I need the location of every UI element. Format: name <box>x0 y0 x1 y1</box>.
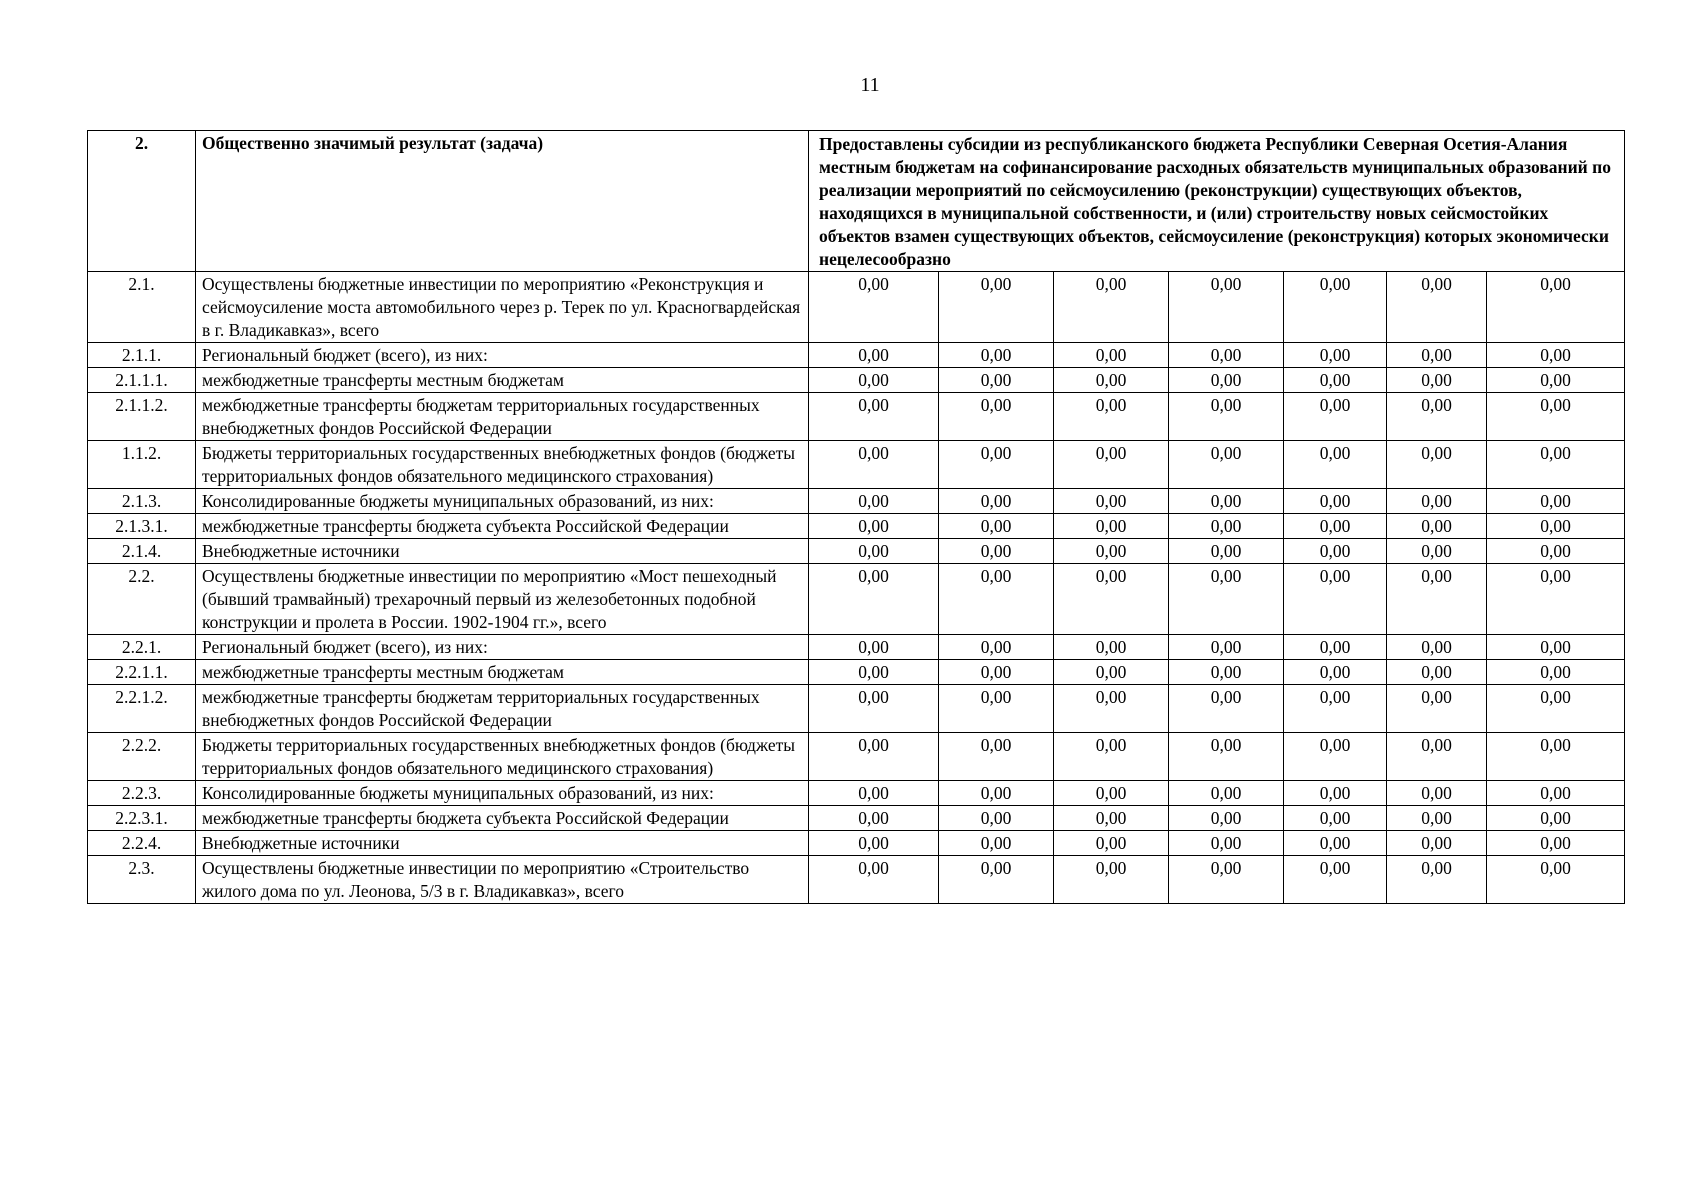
row-value: 0,00 <box>1284 393 1387 441</box>
row-value: 0,00 <box>1169 856 1284 904</box>
row-value: 0,00 <box>1487 539 1625 564</box>
row-value: 0,00 <box>1487 806 1625 831</box>
row-value: 0,00 <box>1284 856 1387 904</box>
row-value: 0,00 <box>809 685 939 733</box>
page-number: 11 <box>860 74 880 96</box>
row-value: 0,00 <box>809 368 939 393</box>
row-value: 0,00 <box>1169 660 1284 685</box>
row-value: 0,00 <box>1387 660 1487 685</box>
row-description: Региональный бюджет (всего), из них: <box>196 635 809 660</box>
row-value: 0,00 <box>1487 635 1625 660</box>
table-row <box>88 660 1625 685</box>
row-value: 0,00 <box>1487 272 1625 343</box>
row-value: 0,00 <box>1169 635 1284 660</box>
row-value: 0,00 <box>1054 831 1169 856</box>
row-value: 0,00 <box>809 856 939 904</box>
row-number: 2.3. <box>88 856 196 904</box>
row-value: 0,00 <box>1054 343 1169 368</box>
row-value: 0,00 <box>1054 514 1169 539</box>
row-value: 0,00 <box>1169 564 1284 635</box>
row-value: 0,00 <box>1487 564 1625 635</box>
row-description: межбюджетные трансферты местным бюджетам <box>196 660 809 685</box>
row-value: 0,00 <box>939 539 1054 564</box>
table-row <box>88 685 1625 733</box>
row-number: 2.2.4. <box>88 831 196 856</box>
row-value: 0,00 <box>1387 343 1487 368</box>
row-description: межбюджетные трансферты бюджета субъекта Российской Федерации <box>196 806 809 831</box>
row-value: 0,00 <box>1054 564 1169 635</box>
table-row <box>88 393 1625 441</box>
row-value: 0,00 <box>939 343 1054 368</box>
row-value: 0,00 <box>1054 660 1169 685</box>
row-description: Консолидированные бюджеты муниципальных образований, из них: <box>196 781 809 806</box>
row-value: 0,00 <box>809 564 939 635</box>
table-row <box>88 635 1625 660</box>
row-value: 0,00 <box>809 489 939 514</box>
row-value: 0,00 <box>1487 441 1625 489</box>
table-row <box>88 441 1625 489</box>
row-description: Внебюджетные источники <box>196 831 809 856</box>
row-value: 0,00 <box>1487 514 1625 539</box>
table-row <box>88 831 1625 856</box>
row-description: Бюджеты территориальных государственных внебюджетных фондов (бюджеты территориальных фондов обязательного медицинского страхования) <box>196 441 809 489</box>
row-number: 2.2.3. <box>88 781 196 806</box>
row-value: 0,00 <box>1284 733 1387 781</box>
row-value: 0,00 <box>809 831 939 856</box>
row-number: 2.2.1.1. <box>88 660 196 685</box>
table-row <box>88 368 1625 393</box>
row-value: 0,00 <box>1387 489 1487 514</box>
row-value: 0,00 <box>1169 831 1284 856</box>
row-value: 0,00 <box>1284 806 1387 831</box>
row-value: 0,00 <box>1169 393 1284 441</box>
row-value: 0,00 <box>1169 343 1284 368</box>
row-value: 0,00 <box>939 856 1054 904</box>
row-number: 1.1.2. <box>88 441 196 489</box>
row-value: 0,00 <box>1169 441 1284 489</box>
row-value: 0,00 <box>1387 685 1487 733</box>
row-value: 0,00 <box>809 733 939 781</box>
row-value: 0,00 <box>939 781 1054 806</box>
row-description: межбюджетные трансферты бюджетам территориальных государственных внебюджетных фондов Российской Федерации <box>196 393 809 441</box>
row-value: 0,00 <box>1487 368 1625 393</box>
table-row <box>88 539 1625 564</box>
row-number: 2.2.2. <box>88 733 196 781</box>
row-value: 0,00 <box>1054 539 1169 564</box>
row-value: 0,00 <box>1054 685 1169 733</box>
row-value: 0,00 <box>1169 781 1284 806</box>
table-row <box>88 733 1625 781</box>
row-value: 0,00 <box>1284 539 1387 564</box>
row-value: 0,00 <box>1054 489 1169 514</box>
row-value: 0,00 <box>1487 781 1625 806</box>
row-value: 0,00 <box>1387 441 1487 489</box>
row-value: 0,00 <box>1054 441 1169 489</box>
row-value: 0,00 <box>939 272 1054 343</box>
row-value: 0,00 <box>809 514 939 539</box>
row-value: 0,00 <box>1487 831 1625 856</box>
row-value: 0,00 <box>1054 733 1169 781</box>
row-value: 0,00 <box>939 441 1054 489</box>
row-value: 0,00 <box>939 831 1054 856</box>
header-title: Предоставлены субсидии из республиканского бюджета Республики Северная Осетия-Алания местным бюджетам на софинансирование расходных обязательств муниципальных образований по реализации мероприятий по сейсмоусилению (реконструкции) существующих объектов, находящихся в муниципальной собственности, и (или) строительству новых сейсмостойких объектов взамен существующих объектов, сейсмоусиление (реконструкция) которых экономически нецелесообразно <box>809 131 1625 272</box>
table-row <box>88 489 1625 514</box>
row-number: 2.1. <box>88 272 196 343</box>
row-value: 0,00 <box>939 393 1054 441</box>
row-value: 0,00 <box>1284 441 1387 489</box>
row-value: 0,00 <box>939 660 1054 685</box>
row-number: 2.2.1.2. <box>88 685 196 733</box>
row-number: 2.2. <box>88 564 196 635</box>
budget-table <box>87 130 1625 904</box>
row-value: 0,00 <box>809 441 939 489</box>
row-description: Осуществлены бюджетные инвестиции по мероприятию «Реконструкция и сейсмоусиление моста автомобильного через р. Терек по ул. Красногвардейская в г. Владикавказ», всего <box>196 272 809 343</box>
row-value: 0,00 <box>1487 856 1625 904</box>
row-value: 0,00 <box>1284 831 1387 856</box>
row-value: 0,00 <box>809 635 939 660</box>
row-value: 0,00 <box>1054 272 1169 343</box>
row-value: 0,00 <box>1387 272 1487 343</box>
row-value: 0,00 <box>1284 489 1387 514</box>
row-description: Осуществлены бюджетные инвестиции по мероприятию «Мост пешеходный (бывший трамвайный) трехарочный первый из железобетонных подобной конструкции и пролета в России. 1902-1904 гг.», всего <box>196 564 809 635</box>
row-number: 2.1.3.1. <box>88 514 196 539</box>
row-number: 2.1.4. <box>88 539 196 564</box>
row-value: 0,00 <box>1387 564 1487 635</box>
row-value: 0,00 <box>1284 272 1387 343</box>
header-number: 2. <box>88 131 196 272</box>
row-value: 0,00 <box>1387 368 1487 393</box>
row-value: 0,00 <box>1054 368 1169 393</box>
row-description: Региональный бюджет (всего), из них: <box>196 343 809 368</box>
row-value: 0,00 <box>1387 539 1487 564</box>
row-value: 0,00 <box>809 393 939 441</box>
header-row <box>88 131 1625 272</box>
row-value: 0,00 <box>1169 539 1284 564</box>
row-value: 0,00 <box>1169 806 1284 831</box>
row-value: 0,00 <box>1487 660 1625 685</box>
row-value: 0,00 <box>1284 343 1387 368</box>
row-value: 0,00 <box>1487 393 1625 441</box>
row-value: 0,00 <box>1387 781 1487 806</box>
row-value: 0,00 <box>939 733 1054 781</box>
row-value: 0,00 <box>939 368 1054 393</box>
row-value: 0,00 <box>939 514 1054 539</box>
row-value: 0,00 <box>1284 685 1387 733</box>
row-number: 2.1.3. <box>88 489 196 514</box>
row-value: 0,00 <box>1487 343 1625 368</box>
row-description: межбюджетные трансферты бюджетам территориальных государственных внебюджетных фондов Российской Федерации <box>196 685 809 733</box>
row-number: 2.1.1.1. <box>88 368 196 393</box>
row-value: 0,00 <box>1487 733 1625 781</box>
table-row <box>88 514 1625 539</box>
table-row <box>88 781 1625 806</box>
row-value: 0,00 <box>809 781 939 806</box>
row-value: 0,00 <box>1387 733 1487 781</box>
row-value: 0,00 <box>809 272 939 343</box>
row-number: 2.2.1. <box>88 635 196 660</box>
row-value: 0,00 <box>1169 514 1284 539</box>
row-value: 0,00 <box>1387 831 1487 856</box>
row-value: 0,00 <box>1169 489 1284 514</box>
row-value: 0,00 <box>1387 806 1487 831</box>
row-value: 0,00 <box>1054 635 1169 660</box>
row-value: 0,00 <box>1387 856 1487 904</box>
row-value: 0,00 <box>1169 685 1284 733</box>
row-value: 0,00 <box>1054 856 1169 904</box>
row-number: 2.1.1.2. <box>88 393 196 441</box>
row-value: 0,00 <box>1487 489 1625 514</box>
row-number: 2.2.3.1. <box>88 806 196 831</box>
row-value: 0,00 <box>1284 781 1387 806</box>
row-description: Бюджеты территориальных государственных внебюджетных фондов (бюджеты территориальных фондов обязательного медицинского страхования) <box>196 733 809 781</box>
row-description: Внебюджетные источники <box>196 539 809 564</box>
row-value: 0,00 <box>1284 660 1387 685</box>
row-value: 0,00 <box>1054 781 1169 806</box>
row-value: 0,00 <box>1169 272 1284 343</box>
row-value: 0,00 <box>1387 514 1487 539</box>
row-value: 0,00 <box>1054 393 1169 441</box>
table-body <box>88 131 1625 904</box>
row-value: 0,00 <box>939 489 1054 514</box>
row-value: 0,00 <box>809 343 939 368</box>
row-value: 0,00 <box>1284 368 1387 393</box>
row-description: Консолидированные бюджеты муниципальных образований, из них: <box>196 489 809 514</box>
row-value: 0,00 <box>1284 514 1387 539</box>
row-value: 0,00 <box>1169 733 1284 781</box>
row-value: 0,00 <box>1387 393 1487 441</box>
table-row <box>88 806 1625 831</box>
row-number: 2.1.1. <box>88 343 196 368</box>
row-value: 0,00 <box>1169 368 1284 393</box>
row-description: Осуществлены бюджетные инвестиции по мероприятию «Строительство жилого дома по ул. Леонова, 5/3 в г. Владикавказ», всего <box>196 856 809 904</box>
table-row <box>88 856 1625 904</box>
row-value: 0,00 <box>809 660 939 685</box>
row-description: межбюджетные трансферты бюджета субъекта Российской Федерации <box>196 514 809 539</box>
row-value: 0,00 <box>1387 635 1487 660</box>
row-value: 0,00 <box>939 806 1054 831</box>
row-value: 0,00 <box>939 635 1054 660</box>
row-description: межбюджетные трансферты местным бюджетам <box>196 368 809 393</box>
header-label: Общественно значимый результат (задача) <box>196 131 809 272</box>
row-value: 0,00 <box>809 806 939 831</box>
table-row <box>88 564 1625 635</box>
row-value: 0,00 <box>939 564 1054 635</box>
row-value: 0,00 <box>1054 806 1169 831</box>
row-value: 0,00 <box>1487 685 1625 733</box>
table-row <box>88 343 1625 368</box>
row-value: 0,00 <box>1284 635 1387 660</box>
row-value: 0,00 <box>1284 564 1387 635</box>
row-value: 0,00 <box>809 539 939 564</box>
row-value: 0,00 <box>939 685 1054 733</box>
table-row <box>88 272 1625 343</box>
